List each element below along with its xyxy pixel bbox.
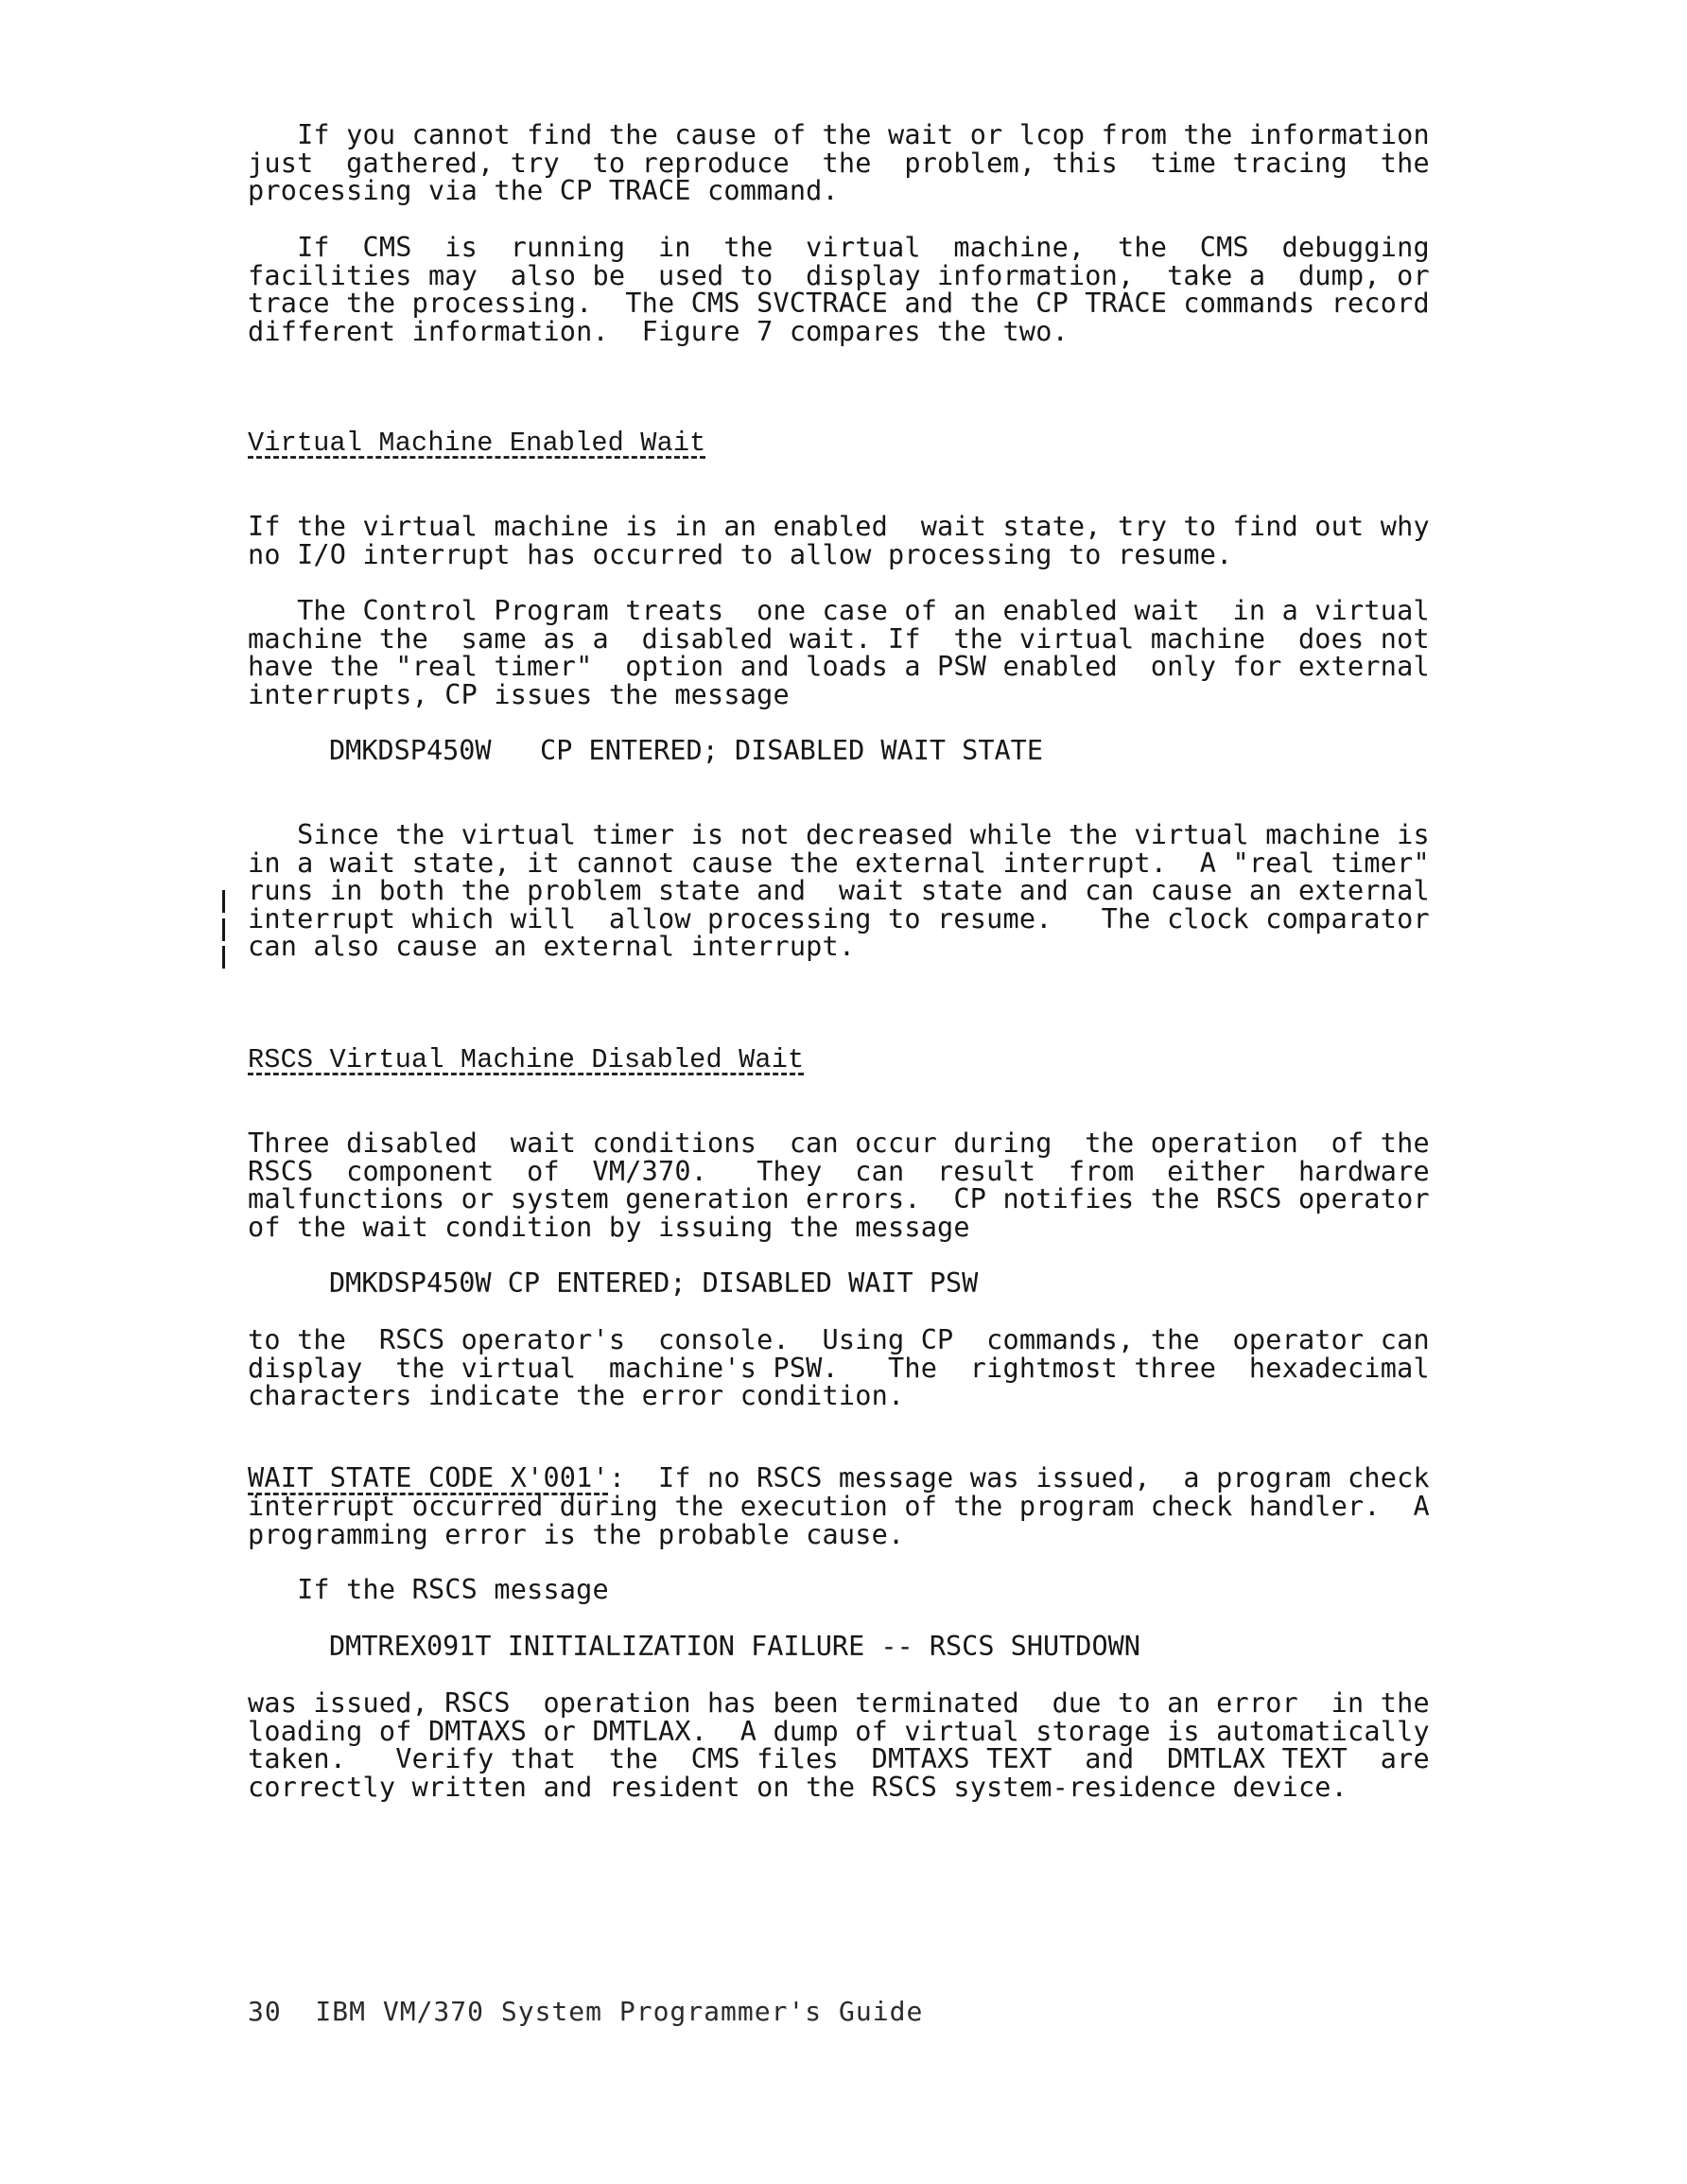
- paragraph-cms-debugging: If CMS is running in the virtual machine, the CMS debugging facilities may also be used to display information, take a dump, or trace the processing. The CMS SVCTRACE and the CP TRACE commands record different information. Figure 7 compares the two.: [248, 232, 1430, 347]
- section-heading-rscs-disabled-wait: RSCS Virtual Machine Disabled Wait: [248, 1044, 805, 1075]
- wait-state-code-colon: :: [608, 1462, 626, 1494]
- message-dmkdsp450w-state: DMKDSP450W CP ENTERED; DISABLED WAIT STATE: [329, 735, 1043, 766]
- paragraph-control-program: The Control Program treats one case of an enabled wait in a virtual machine the same as a disabled wait. If the virtual machine does not have the "real timer" option and loads a PSW enabled only for external interrupts, CP issues the message: [248, 595, 1430, 710]
- revision-bar: [222, 946, 225, 969]
- paragraph-operation-terminated: was issued, RSCS operation has been terminated due to an error in the loading of DMTAXS or DMTLAX. A dump of virtual storage is automatically taken. Verify that the CMS files DMTAXS TEXT and DMTLAX TEXT are correctly written and resident on the RSCS system-residence device.: [248, 1687, 1430, 1803]
- paragraph-wait-state-code: [248, 1464, 1439, 1493]
- paragraph-rscs-message: If the RSCS message: [248, 1574, 609, 1605]
- paragraph-program-check: interrupt occurred during the execution of the program check handler. A programming error is the probable cause.: [248, 1491, 1430, 1550]
- revision-bar: [222, 890, 225, 913]
- message-dmtrex091t: DMTREX091T INITIALIZATION FAILURE -- RSCS SHUTDOWN: [329, 1631, 1140, 1662]
- paragraph-trace-advice: If you cannot find the cause of the wait or lcop from the information just gathered, try to reproduce the problem, this time tracing the processing via the CP TRACE command.: [248, 119, 1430, 207]
- revision-bar: [222, 918, 225, 941]
- paragraph-virtual-timer: Since the virtual timer is not decreased while the virtual machine is in a wait state, it cannot cause the external interrupt. A "real timer" runs in both the problem state and wait state and can cause an external interrupt which will allow processing to resume. The clock comparator can also cause an external interrupt.: [248, 819, 1430, 963]
- wait-state-code-label: WAIT STATE CODE X'001': [248, 1462, 609, 1494]
- paragraph-enabled-wait-intro: If the virtual machine is in an enabled wait state, try to find out why no I/O interrupt has occurred to allow processing to resume.: [248, 511, 1430, 570]
- page-footer: 30 IBM VM/370 System Programmer's Guide: [248, 1996, 924, 2027]
- wait-state-code-text: If no RSCS message was issued, a program check: [625, 1462, 1430, 1494]
- section-heading-enabled-wait: Virtual Machine Enabled Wait: [248, 428, 706, 459]
- paragraph-rscs-conditions: Three disabled wait conditions can occur during the operation of the RSCS component of VM/370. They can result from either hardware malfunctions or system generation errors. CP notifies the RSCS operator of the wait condition by issuing the message: [248, 1127, 1430, 1243]
- paragraph-operator-console: to the RSCS operator's console. Using CP commands, the operator can display the virtual machine's PSW. The rightmost three hexadecimal characters indicate the error condition.: [248, 1324, 1430, 1412]
- message-dmkdsp450w-psw: DMKDSP450W CP ENTERED; DISABLED WAIT PSW: [329, 1267, 979, 1299]
